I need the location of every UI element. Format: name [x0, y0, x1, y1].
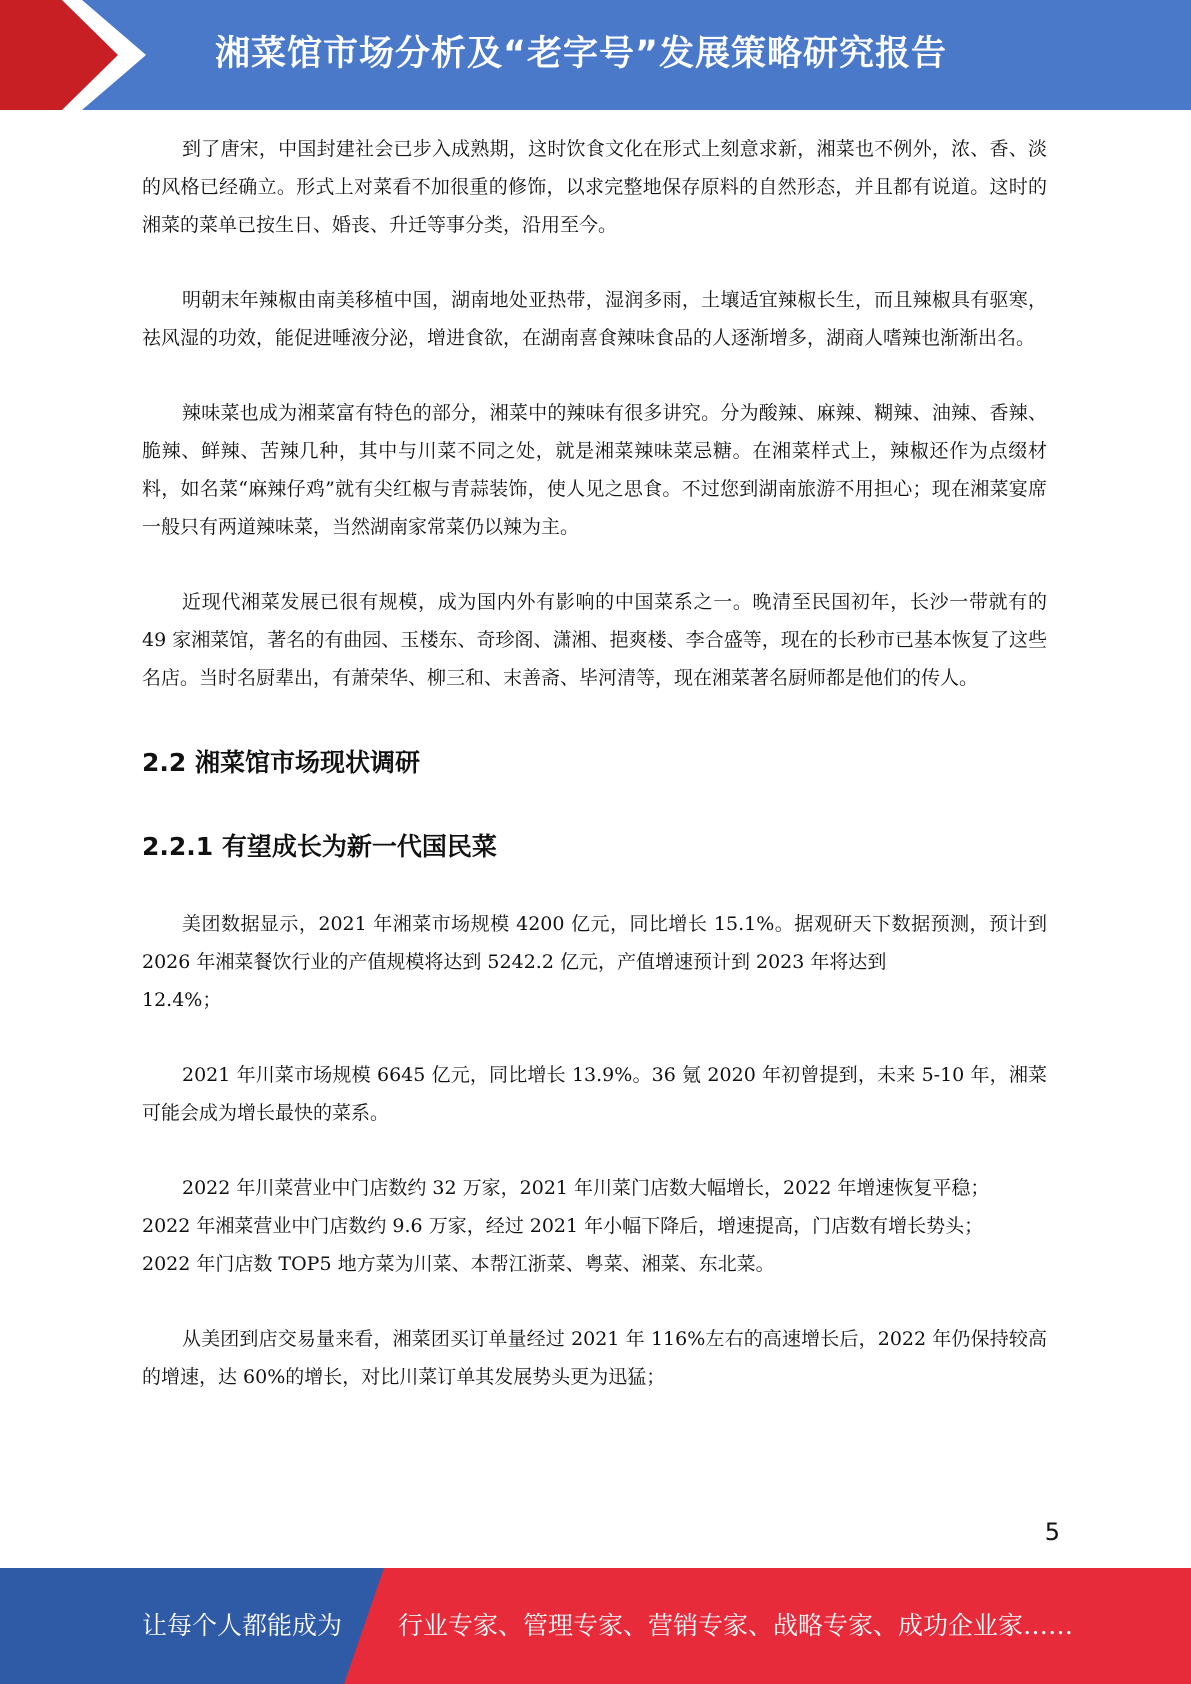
page-number: 5: [1044, 1518, 1060, 1546]
section-heading-2-2: 2.2 湘菜馆市场现状调研: [142, 748, 420, 777]
paragraph-meituan-data: [142, 905, 1047, 1019]
page-footer: [0, 1568, 1191, 1684]
paragraph-ming-chili: 明朝末年辣椒由南美移植中国，湖南地处亚热带，湿润多雨，土壤适宜辣椒长生，而且辣椒具有驱寒，祛风湿的功效，能促进唾液分泌，增进食欲，在湖南喜食辣味食品的人逐渐增多，湖商人嗜辣也渐渐出名。: [142, 289, 1047, 349]
paragraph-store-counts-line-1: 2022 年川菜营业中门店数约 32 万家，2021 年川菜门店数大幅增长，2022 年增速恢复平稳；: [182, 1177, 990, 1199]
footer-slogan-right: 行业专家、管理专家、营销专家、战略专家、成功企业家……: [398, 1611, 1074, 1640]
paragraph-order-volume: 从美团到店交易量来看，湘菜团买订单量经过 2021 年 116%左右的高速增长后，2022 年仍保持较高的增速，达 60%的增长，对比川菜订单其发展势头更为迅猛；: [142, 1328, 1047, 1388]
footer-slogan-left: 让每个人都能成为: [142, 1611, 343, 1640]
paragraph-store-counts: [142, 1169, 1047, 1283]
header-chevron-icon: [0, 0, 160, 110]
paragraph-meituan-data-line-1: 美团数据显示，2021 年湘菜市场规模 4200 亿元，同比增长 15.1%。据观研天下数据预测，预计到 2026 年湘菜餐饮行业的产值规模将达到 5242.2 亿元，产值增速预计到 2023 年将达到: [142, 913, 1047, 973]
paragraph-spicy-dishes: 辣味菜也成为湘菜富有特色的部分，湘菜中的辣味有很多讲究。分为酸辣、麻辣、糊辣、油辣、香辣、脆辣、鲜辣、苦辣几种，其中与川菜不同之处，就是湘菜辣味菜忌糖。在湘菜样式上，辣椒还作为点缀材料，如名菜“麻辣仔鸡”就有尖红椒与青蒜装饰，使人见之思食。不过您到湖南旅游不用担心；现在湘菜宴席一般只有两道辣味菜，当然湖南家常菜仍以辣为主。: [142, 402, 1047, 538]
section-heading-2-2-1: 2.2.1 有望成长为新一代国民菜: [142, 832, 497, 861]
page-content: [142, 130, 1047, 1396]
paragraph-store-counts-line-2: 2022 年湘菜营业中门店数约 9.6 万家，经过 2021 年小幅下降后，增速提高，门店数有增长势头；: [142, 1215, 984, 1237]
paragraph-store-counts-line-3: 2022 年门店数 TOP5 地方菜为川菜、本帮江浙菜、粤菜、湘菜、东北菜。: [142, 1253, 775, 1275]
header-title: 湘菜馆市场分析及“老字号”发展策略研究报告: [215, 34, 948, 74]
paragraph-modern-hunan: 近现代湘菜发展已很有规模，成为国内外有影响的中国菜系之一。晚清至民国初年，长沙一带就有的 49 家湘菜馆，著名的有曲园、玉楼东、奇珍阁、潇湘、挹爽楼、李合盛等，现在的长秒市已基本恢复了这些名店。当时名厨辈出，有萧荣华、柳三和、末善斋、毕河清等，现在湘菜著名厨师都是他们的传人。: [142, 591, 1047, 689]
page-header: [0, 0, 1191, 110]
paragraph-meituan-data-line-2: 12.4%；: [142, 989, 222, 1011]
paragraph-sichuan-market: 2021 年川菜市场规模 6645 亿元，同比增长 13.9%。36 氪 2020 年初曾提到，未来 5-10 年，湘菜可能会成为增长最快的菜系。: [142, 1064, 1047, 1124]
paragraph-tang-song: 到了唐宋，中国封建社会已步入成熟期，这时饮食文化在形式上刻意求新，湘菜也不例外，浓、香、淡的风格已经确立。形式上对菜看不加很重的修饰，以求完整地保存原料的自然形态，并且都有说道。这时的湘菜的菜单已按生日、婚丧、升迁等事分类，沿用至今。: [142, 138, 1047, 236]
